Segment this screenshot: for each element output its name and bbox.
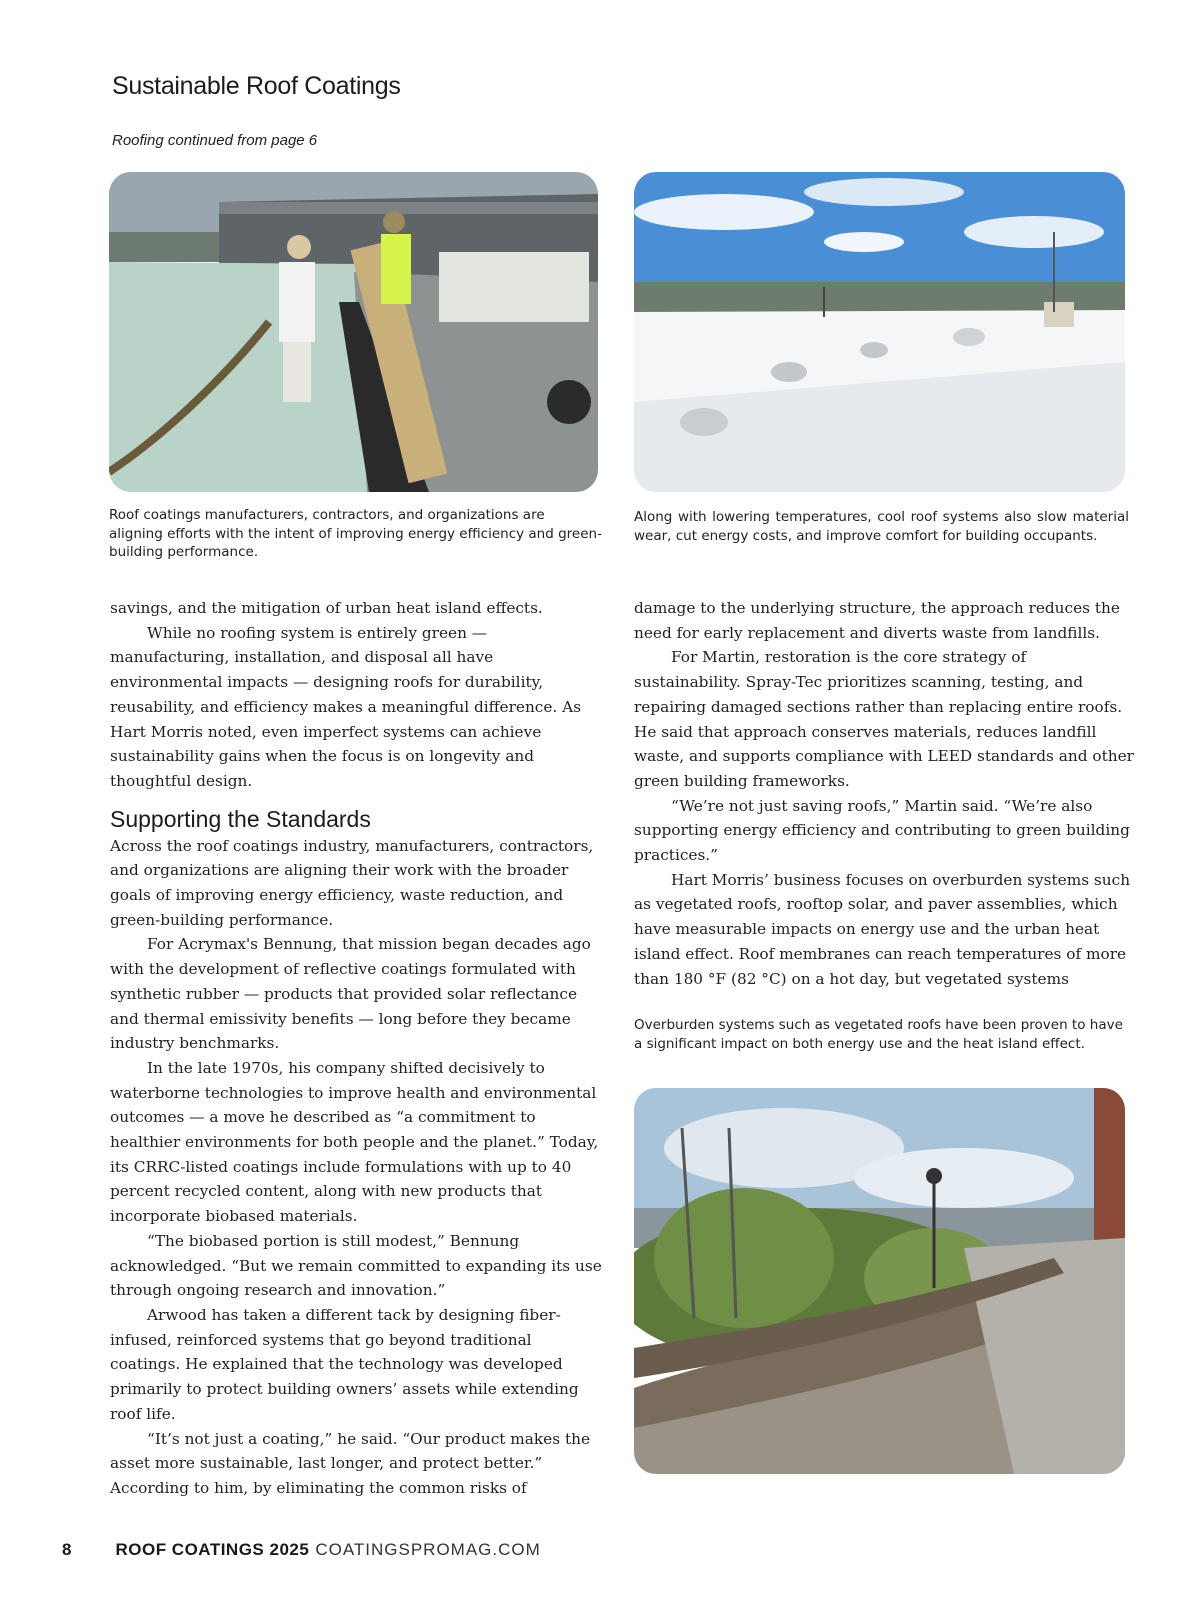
magazine-name: ROOF COATINGS 2025 — [115, 1540, 310, 1559]
paragraph: “We’re not just saving roofs,” Martin said. “We’re also supporting energy efficiency and contributing to green building practices.” — [634, 796, 1130, 865]
right-column — [634, 596, 1134, 991]
roof-coating-workers-photo — [109, 172, 598, 492]
section-title: Sustainable Roof Coatings — [112, 72, 401, 100]
paragraph: damage to the underlying structure, the approach reduces the need for early replacement and diverts waste from landfills. — [634, 599, 1120, 642]
paragraph: For Acrymax's Bennung, that mission began decades ago with the development of reflective coatings formulated with synthetic rubber — products that provided solar reflectance and thermal emissivity benefits — long before they became industry benchmarks. — [110, 935, 591, 1053]
paragraph: In the late 1970s, his company shifted decisively to waterborne technologies to improve health and environmental outcomes — a move he described as “a commitment to healthier environments for both people and the planet.” Today, its CRRC-listed coatings include formulations with up to 40 percent recycled content, along with new products that incorporate biobased materials. — [110, 1058, 599, 1226]
vegetated-roof-photo — [634, 1088, 1125, 1474]
left-column — [110, 596, 606, 1501]
paragraph: Across the roof coatings industry, manufacturers, contractors, and organizations are aligning their work with the broader goals of improving energy efficiency, waste reduction, and green-building performance. — [110, 836, 594, 929]
paragraph: Hart Morris’ business focuses on overburden systems such as vegetated roofs, rooftop solar, and paver assemblies, which have measurable impacts on energy use and the urban heat island effect. Roof membranes can reach temperatures of more than 180 °F (82 °C) on a hot day, but vegetated systems — [634, 870, 1131, 988]
paragraph: Arwood has taken a different tack by designing fiber-infused, reinforced systems that go beyond traditional coatings. He explained that the technology was developed primarily to protect building owners’ assets while extending roof life. — [110, 1305, 579, 1423]
cool-roof-photo — [634, 172, 1125, 492]
bottom-right-caption: Overburden systems such as vegetated roofs have been proven to have a significant impact on both energy use and the heat island effect. — [634, 1017, 1123, 1052]
subheading: Supporting the Standards — [110, 805, 371, 832]
continued-note: Roofing continued from page 6 — [112, 132, 318, 149]
paragraph: “It’s not just a coating,” he said. “Our product makes the asset more sustainable, last longer, and protect better.” According to him, by eliminating the common risks of — [110, 1429, 590, 1497]
paragraph: While no roofing system is entirely green — manufacturing, installation, and disposal all have environmental impacts — designing roofs for durability, reusability, and efficiency makes a meaningful difference. As Hart Morris noted, even imperfect systems can achieve sustainability gains when the focus is on longevity and thoughtful design. — [110, 623, 582, 790]
top-left-caption: Roof coatings manufacturers, contractors, and organizations are aligning efforts with the intent of improving energy efficiency and green-building performance. — [109, 507, 602, 560]
top-right-caption: Along with lowering temperatures, cool roof systems also slow material wear, cut energy costs, and improve comfort for building occupants. — [634, 509, 1129, 544]
page-number: 8 — [62, 1540, 72, 1559]
page-footer — [62, 1540, 541, 1560]
website-url: COATINGSPROMAG.COM — [315, 1540, 541, 1559]
paragraph: savings, and the mitigation of urban heat island effects. — [110, 599, 543, 617]
paragraph: For Martin, restoration is the core strategy of sustainability. Spray-Tec prioritizes scanning, testing, and repairing damaged sections rather than replacing entire roofs. He said that approach conserves materials, reduces landfill waste, and supports compliance with LEED standards and other green building frameworks. — [634, 648, 1134, 790]
paragraph: “The biobased portion is still modest,” Bennung acknowledged. “But we remain committed to expanding its use through ongoing research and innovation.” — [110, 1231, 602, 1300]
